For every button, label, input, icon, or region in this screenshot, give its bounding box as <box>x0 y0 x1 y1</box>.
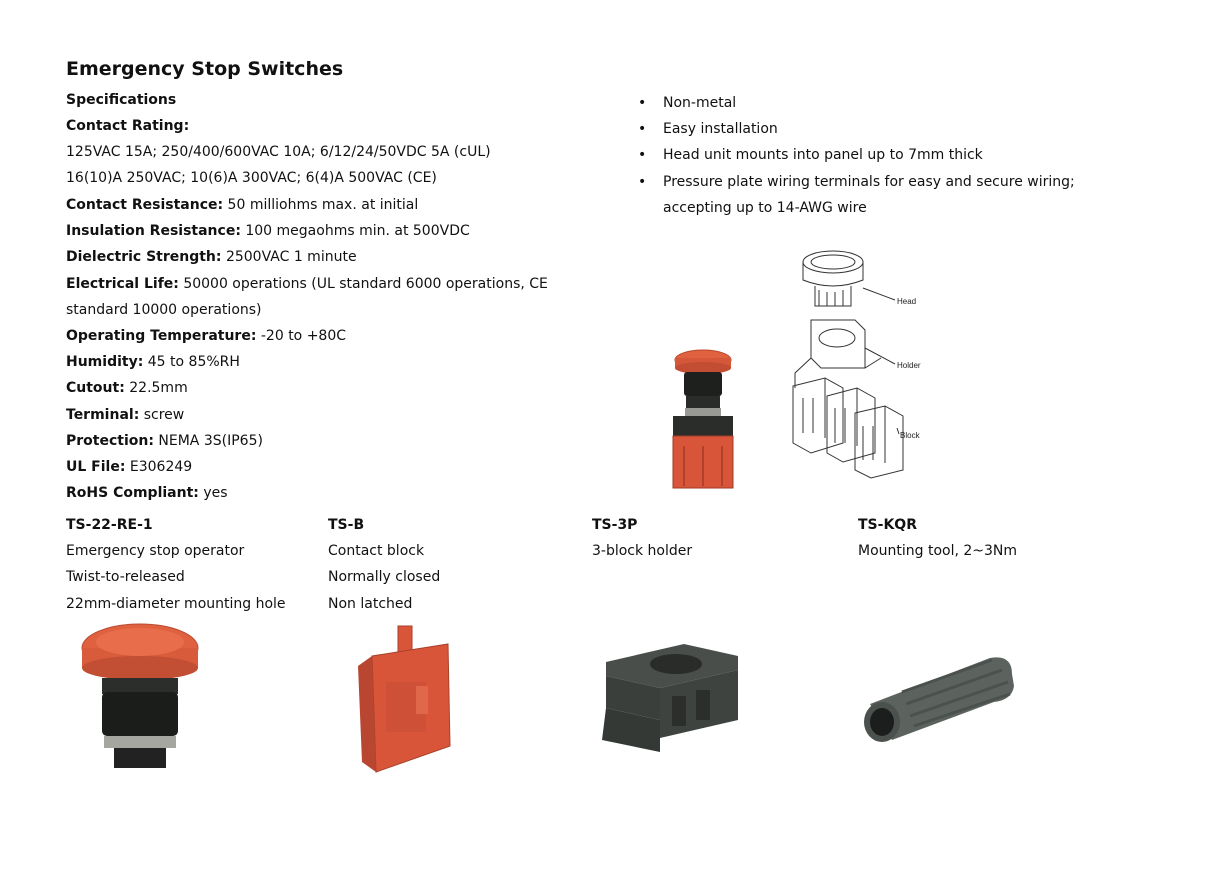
spec-row <box>66 432 263 450</box>
product-line: Twist-to-released <box>66 569 185 586</box>
product-ts-kqr <box>858 512 1017 564</box>
assembled-switch-image <box>664 346 744 496</box>
bullet-icon: • <box>638 95 647 111</box>
product-ts-b <box>328 512 440 617</box>
spec-value: NEMA 3S(IP65) <box>153 433 263 449</box>
spec-label: Contact Resistance: <box>66 197 224 213</box>
spec-value: 45 to 85%RH <box>143 354 240 370</box>
spec-row <box>66 248 357 266</box>
feature-list <box>636 90 1136 221</box>
feature-text: Pressure plate wiring terminals for easy and secure wiring; accepting up to 14-AWG wire <box>663 173 1075 216</box>
product-model: TS-B <box>328 517 365 533</box>
spec-value: 50 milliohms max. at initial <box>223 197 419 213</box>
spec-value: screw <box>139 407 185 423</box>
product-line: Contact block <box>328 543 425 560</box>
spec-label: Contact Rating: <box>66 118 190 134</box>
spec-label: Insulation Resistance: <box>66 223 241 239</box>
spec-row <box>66 143 491 161</box>
spec-label: UL File: <box>66 459 126 475</box>
spec-row <box>66 117 189 135</box>
diagram-label-holder: Holder <box>897 361 921 370</box>
feature-text: Non-metal <box>663 95 737 111</box>
product-line: Emergency stop operator <box>66 543 245 560</box>
spec-row <box>66 169 437 187</box>
spec-row <box>66 196 418 214</box>
diagram-label-head: Head <box>897 297 917 306</box>
feature-item <box>636 116 1136 142</box>
spec-row <box>66 379 188 397</box>
exploded-diagram <box>785 248 955 493</box>
spec-value: E306249 <box>125 459 193 475</box>
product-line: Non latched <box>328 595 413 612</box>
spec-row <box>66 275 548 293</box>
spec-row <box>66 458 192 476</box>
product-line: Mounting tool, 2~3Nm <box>858 543 1018 560</box>
spec-label: Dielectric Strength: <box>66 249 222 265</box>
product-line: Normally closed <box>328 569 441 586</box>
page-title: Emergency Stop Switches <box>66 58 344 80</box>
bullet-icon: • <box>638 173 647 190</box>
spec-label: Cutout: <box>66 380 125 396</box>
specs-heading: Specifications <box>66 92 177 108</box>
spec-value: yes <box>198 485 228 501</box>
product-line: 3-block holder <box>592 543 693 560</box>
diagram-label-block: Block <box>900 431 920 440</box>
bullet-icon: • <box>638 121 647 138</box>
spec-label: Operating Temperature: <box>66 328 257 344</box>
spec-label: Terminal: <box>66 407 140 423</box>
spec-label: RoHS Compliant: <box>66 485 199 501</box>
spec-row <box>66 301 262 319</box>
spec-value: 16(10)A 250VAC; 10(6)A 300VAC; 6(4)A 500VAC (CE) <box>66 170 437 186</box>
product-line: 22mm-diameter mounting hole <box>66 595 286 612</box>
product-model: TS-3P <box>592 517 638 533</box>
contact-block-image <box>356 626 466 776</box>
spec-value: 50000 operations (UL standard 6000 operations, CE <box>178 276 548 292</box>
product-model: TS-KQR <box>858 517 917 533</box>
spec-value: 100 megaohms min. at 500VDC <box>240 223 470 239</box>
feature-item <box>636 142 1136 168</box>
spec-value: 2500VAC 1 minute <box>221 249 357 265</box>
spec-value: 125VAC 15A; 250/400/600VAC 10A; 6/12/24/50VDC 5A (cUL) <box>66 144 491 160</box>
operator-image <box>82 622 202 772</box>
spec-row <box>66 353 240 371</box>
feature-text: Easy installation <box>663 121 778 138</box>
spec-label: Electrical Life: <box>66 276 179 292</box>
product-ts-3p <box>592 512 692 564</box>
spec-value: -20 to +80C <box>256 328 347 344</box>
spec-value: 22.5mm <box>124 380 188 396</box>
spec-label: Humidity: <box>66 354 144 370</box>
holder-image <box>600 640 740 760</box>
product-ts-22-re-1 <box>66 512 286 617</box>
spec-value: standard 10000 operations) <box>66 302 262 318</box>
feature-item <box>636 169 1103 221</box>
spec-row <box>66 327 346 345</box>
spec-row <box>66 484 228 502</box>
feature-text: Head unit mounts into panel up to 7mm thick <box>663 147 983 164</box>
bullet-icon: • <box>638 147 647 164</box>
product-model: TS-22-RE-1 <box>66 517 153 533</box>
spec-row <box>66 406 184 424</box>
mounting-tool-image <box>862 652 1022 742</box>
spec-row <box>66 222 470 240</box>
spec-label: Protection: <box>66 433 154 449</box>
feature-item <box>636 90 1136 116</box>
